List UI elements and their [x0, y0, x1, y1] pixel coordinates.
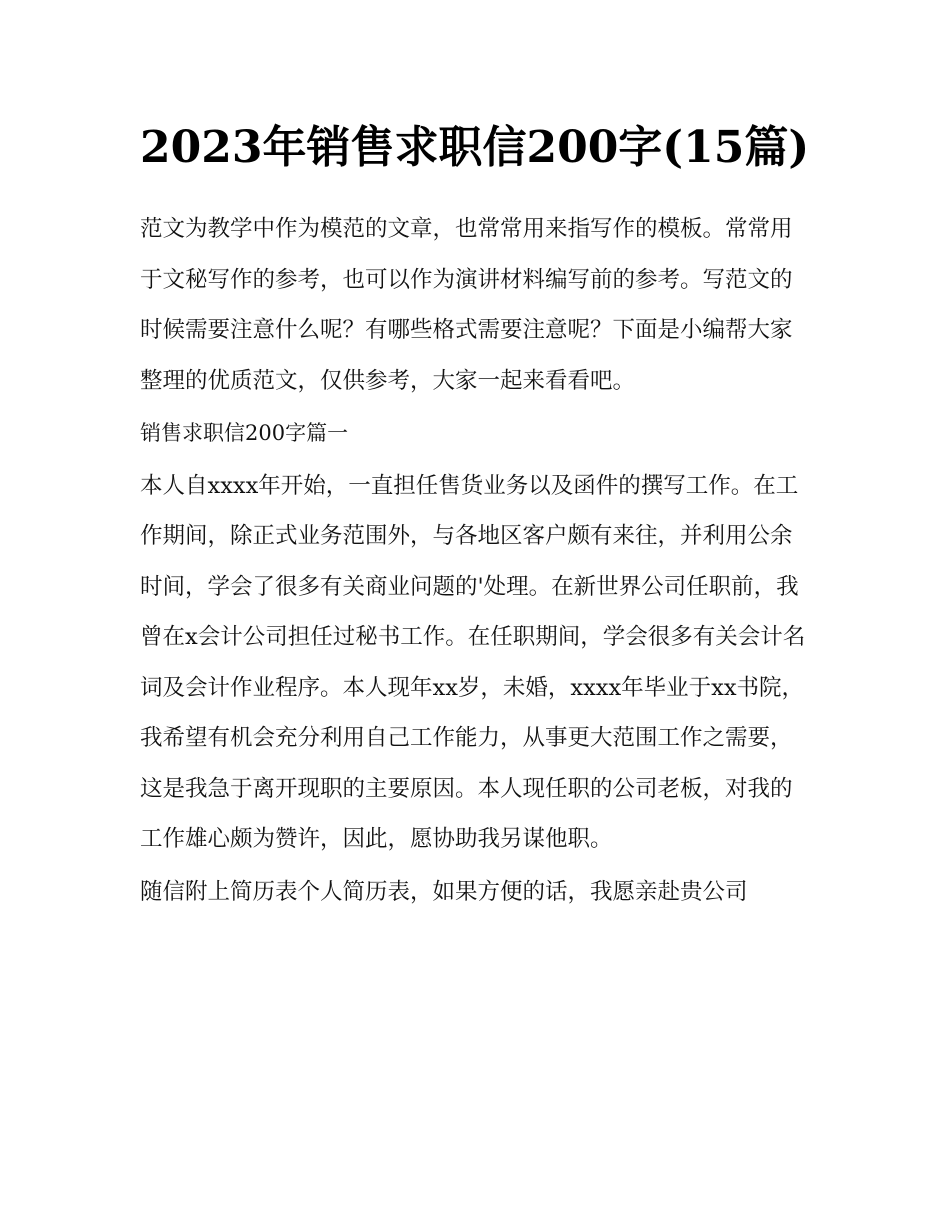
body-paragraph-2: 随信附上简历表个人简历表，如果方便的话，我愿亲赴贵公司 — [140, 878, 748, 905]
section-heading: 销售求职信200字篇一 — [140, 421, 349, 445]
intro-paragraph: 范文为教学中作为模范的文章，也常常用来指写作的模板。常常用于文秘写作的参考，也可以作为演讲材料编写前的参考。写范文的时候需要注意什么呢？有哪些格式需要注意呢？下面是小编帮大家整理的优质范文，仅供参考，大家一起来看看吧。 — [140, 216, 793, 394]
document-title: 2023年销售求职信200字(15篇) — [140, 122, 810, 173]
document-content — [140, 112, 812, 919]
body-paragraph-1: 本人自xxxx年开始，一直担任售货业务以及函件的撰写工作。在工作期间，除正式业务范围外，与各地区客户颇有来往，并利用公余时间，学会了很多有关商业问题的'处理。在新世界公司任职前，我曾在x会计公司担任过秘书工作。在任职期间，学会很多有关会计名词及会计作业程序。本人现年xx岁，未婚，xxxx年毕业于xx书院，我希望有机会充分利用自己工作能力，从事更大范围工作之需要，这是我急于离开现职的主要原因。本人现任职的公司老板，对我的工作雄心颇为赞许，因此，愿协助我另谋他职。 — [140, 472, 806, 852]
